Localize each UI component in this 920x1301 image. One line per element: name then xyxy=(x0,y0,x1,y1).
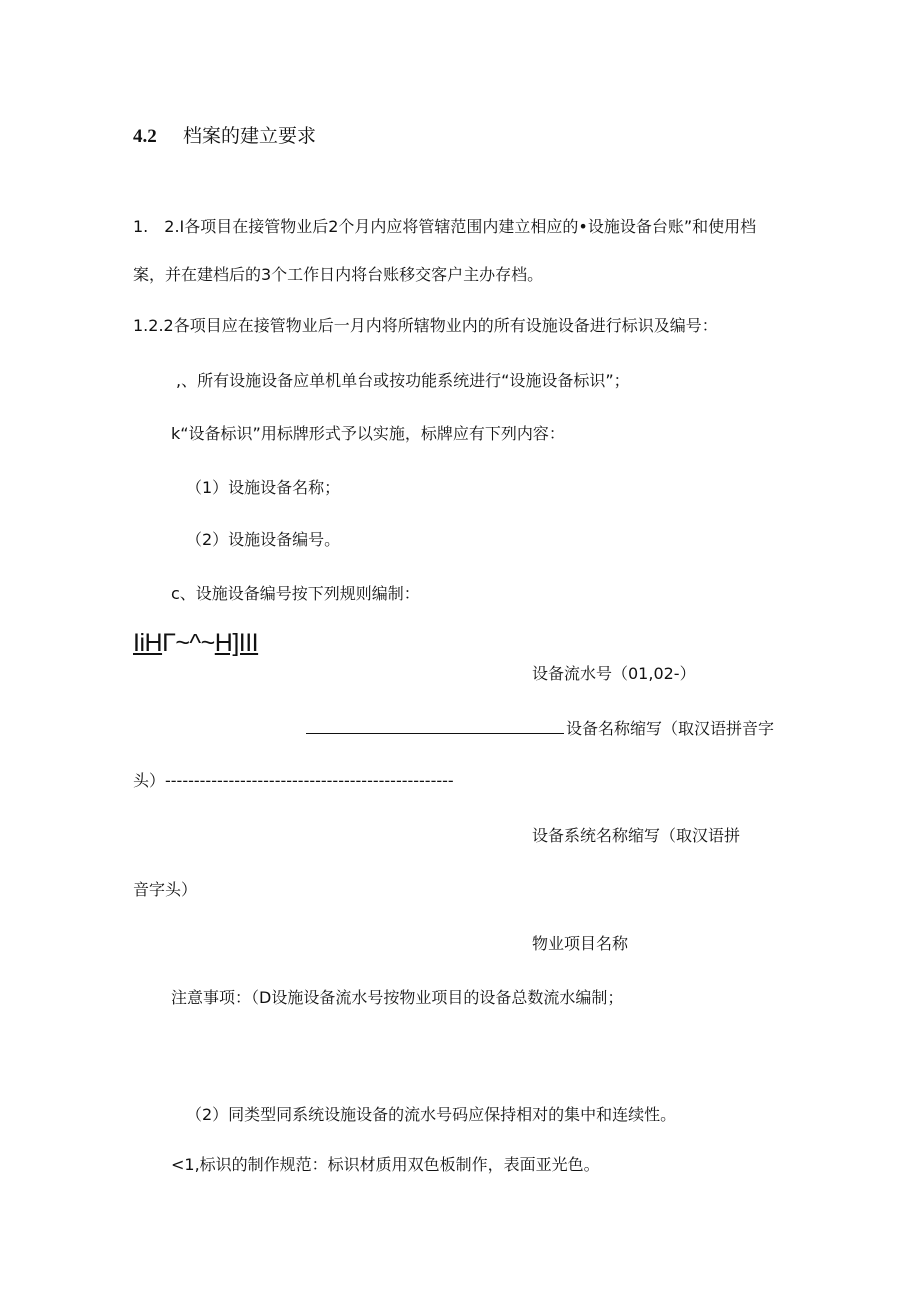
label-device-abbr xyxy=(306,719,774,739)
paragraph-2: 1.2.2各项目应在接管物业后一月内将所辖物业内的所有设施设备进行标识及编号： xyxy=(133,316,718,335)
note-3: <1,标识的制作规范：标识材质用双色板制作，表面亚光色。 xyxy=(171,1155,600,1174)
code-segment-1: IiH xyxy=(133,629,163,657)
code-segment-3: H]III xyxy=(214,629,259,657)
label-system-abbr: 设备系统名称缩写（取汉语拼 xyxy=(532,826,741,845)
list-item-c: c、设施设备编号按下列规则编制： xyxy=(171,584,420,603)
sub-item-1: （1）设施设备名称； xyxy=(186,478,341,497)
label-project-name: 物业项目名称 xyxy=(532,934,629,953)
note-1: 注意事项：（D设施设备流水号按物业项目的设备总数流水编制； xyxy=(171,988,624,1007)
list-item-b: k“设备标识”用标牌形式予以实施，标牌应有下列内容： xyxy=(171,424,565,443)
code-format-diagram xyxy=(133,629,258,657)
connector-line xyxy=(306,719,564,734)
paragraph-1-line-1: 1. 2.I各项目在接管物业后2个月内应将管辖范围内建立相应的•设施设备台账”和使用档 xyxy=(133,217,757,236)
label-system-abbr-continued: 音字头） xyxy=(133,880,198,899)
section-number: 4.2 xyxy=(133,126,157,147)
paragraph-1-line-2: 案，并在建档后的3个工作日内将台账移交客户主办存档。 xyxy=(133,265,544,284)
sub-item-2: （2）设施设备编号。 xyxy=(186,530,341,549)
label-serial-number: 设备流水号（01,02-） xyxy=(532,664,696,683)
section-heading xyxy=(133,124,316,149)
note-2: （2）同类型同系统设施设备的流水号码应保持相对的集中和连续性。 xyxy=(186,1105,677,1124)
list-item-a: ,、所有设施设备应单机单台或按功能系统进行“设施设备标识”； xyxy=(176,371,630,390)
section-title: 档案的建立要求 xyxy=(183,125,317,147)
label-device-abbr-continued: 头）-------------------------------------------------- xyxy=(133,771,454,790)
label-device-abbr-text: 设备名称缩写（取汉语拼音字 xyxy=(566,719,775,738)
code-segment-2: Γ~^~ xyxy=(162,629,215,657)
